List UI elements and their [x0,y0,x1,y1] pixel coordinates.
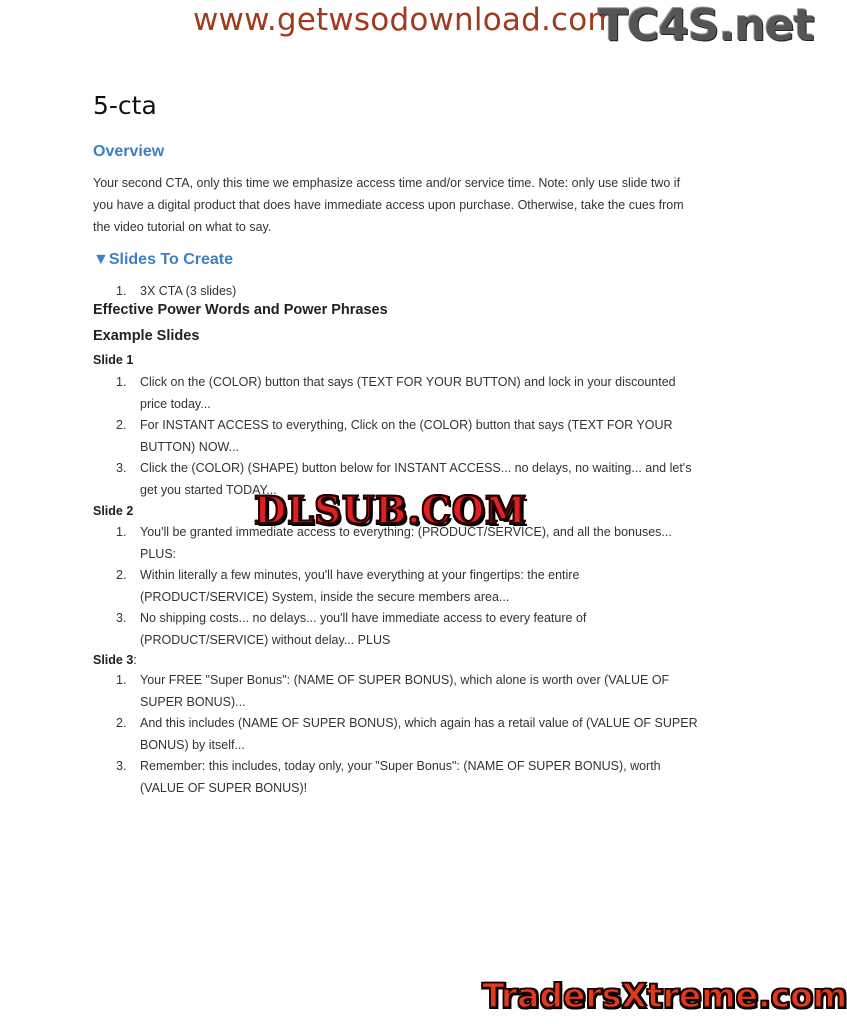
list-item-text: Click the (COLOR) (SHAPE) button below for INSTANT ACCESS... no delays, no waiting... and let's get you started TODAY... [140,461,692,497]
power-words-heading: Effective Power Words and Power Phrases [93,302,388,318]
watermark-traders: TradersXtreme.com [482,976,847,1015]
list-item-text: You'll be granted immediate access to everything: (PRODUCT/SERVICE), and all the bonuses... PLUS: [140,525,672,561]
example-slides-heading: Example Slides [93,328,200,344]
slide-3-label [93,653,137,667]
list-item-number: 3. [116,611,127,625]
list-item-number: 3. [116,759,127,773]
slides-to-create-heading[interactable]: ▼Slides To Create [93,251,234,268]
watermark-site: www.getwsodownload.com [193,2,618,38]
slide-3-label-suffix: : [133,653,137,667]
watermark-dlsub: DLSUB.COM [254,488,527,532]
list-item [93,713,703,756]
list-item-text: For INSTANT ACCESS to everything, Click on the (COLOR) button that says (TEXT FOR YOUR BUTTON) NOW... [140,418,673,454]
slide-1-list [93,372,703,501]
list-item-number: 1. [116,673,127,687]
watermark-tc4s: TC4S.net [598,0,814,51]
slide-3-list [93,670,703,799]
slide-2-list [93,522,703,651]
slide-2-label-text: Slide 2 [93,504,134,518]
list-item-number: 2. [116,568,127,582]
list-item-number: 2. [116,418,127,432]
slides-to-create-list [93,281,703,303]
list-item-text: 3X CTA (3 slides) [140,284,237,298]
list-item-text: No shipping costs... no delays... you'll have immediate access to every feature of (PRODUCT/SERVICE) without delay... PLUS [140,611,587,647]
list-item-text: And this includes (NAME OF SUPER BONUS), which again has a retail value of (VALUE OF SUPER BONUS) by itself... [140,716,698,752]
list-item [93,608,703,651]
slide-1-label-text: Slide 1 [93,353,134,367]
list-item-text: Click on the (COLOR) button that says (TEXT FOR YOUR BUTTON) and lock in your discounted price today... [140,375,676,411]
list-item-number: 1. [116,525,127,539]
list-item-text: Within literally a few minutes, you'll have everything at your fingertips: the entire (PRODUCT/SERVICE) System, inside the secure members area... [140,568,580,604]
page-title: 5-cta [93,91,157,120]
list-item [93,415,703,458]
list-item [93,281,703,303]
list-item-text: Remember: this includes, today only, your "Super Bonus": (NAME OF SUPER BONUS), worth (VALUE OF SUPER BONUS)! [140,759,661,795]
list-item-number: 1. [116,375,127,389]
list-item-text: Your FREE "Super Bonus": (NAME OF SUPER BONUS), which alone is worth over (VALUE OF SUPER BONUS)... [140,673,670,709]
list-item [93,756,703,799]
list-item [93,565,703,608]
overview-text: Your second CTA, only this time we emphasize access time and/or service time. Note: only use slide two if you have a digital product that does have immediate access upon purchase. Otherwise, take the cues from the video tutorial on what to say. [93,176,684,234]
list-item [93,670,703,713]
slide-1-label [93,353,133,367]
list-item-number: 2. [116,716,127,730]
overview-heading: Overview [93,143,165,160]
list-item-number: 1. [116,284,127,298]
list-item-number: 3. [116,461,127,475]
list-item [93,372,703,415]
slide-3-label-text: Slide 3 [93,653,134,667]
slide-2-label [93,504,133,518]
